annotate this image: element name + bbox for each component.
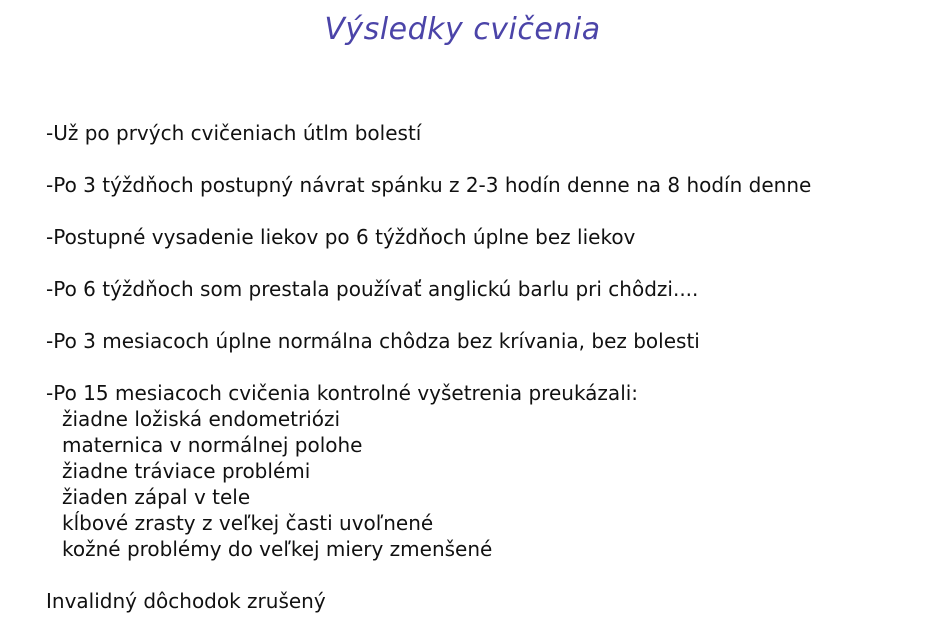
footer-text: Invalidný dôchodok zrušený <box>46 589 326 613</box>
bullet-item: -Po 3 týždňoch postupný návrat spánku z 2-3 hodín denne na 8 hodín denne <box>46 173 812 197</box>
result-item: maternica v normálnej polohe <box>62 433 363 457</box>
result-item: žiadne tráviace problémi <box>62 459 311 483</box>
spacer <box>46 354 926 380</box>
result-item: kožné problémy do veľkej miery zmenšené <box>62 537 493 561</box>
spacer <box>46 146 926 172</box>
result-item: žiaden zápal v tele <box>62 485 251 509</box>
spacer <box>46 250 926 276</box>
results-intro: -Po 15 mesiacoch cvičenia kontrolné vyšetrenia preukázali: <box>46 381 639 405</box>
slide-content <box>46 120 926 614</box>
slide-title: Výsledky cvičenia <box>324 12 601 47</box>
bullet-item: -Po 3 mesiacoch úplne normálna chôdza bez krívania, bez bolesti <box>46 329 700 353</box>
spacer <box>46 302 926 328</box>
result-item: žiadne ložiská endometriózi <box>62 407 341 431</box>
result-item: kĺbové zrasty z veľkej časti uvoľnené <box>62 511 434 535</box>
bullet-item: -Postupné vysadenie liekov po 6 týždňoch úplne bez liekov <box>46 225 636 249</box>
bullet-item: -Už po prvých cvičeniach útlm bolestí <box>46 121 422 145</box>
spacer <box>46 562 926 588</box>
bullet-item: -Po 6 týždňoch som prestala používať anglickú barlu pri chôdzi.... <box>46 277 699 301</box>
spacer <box>46 198 926 224</box>
